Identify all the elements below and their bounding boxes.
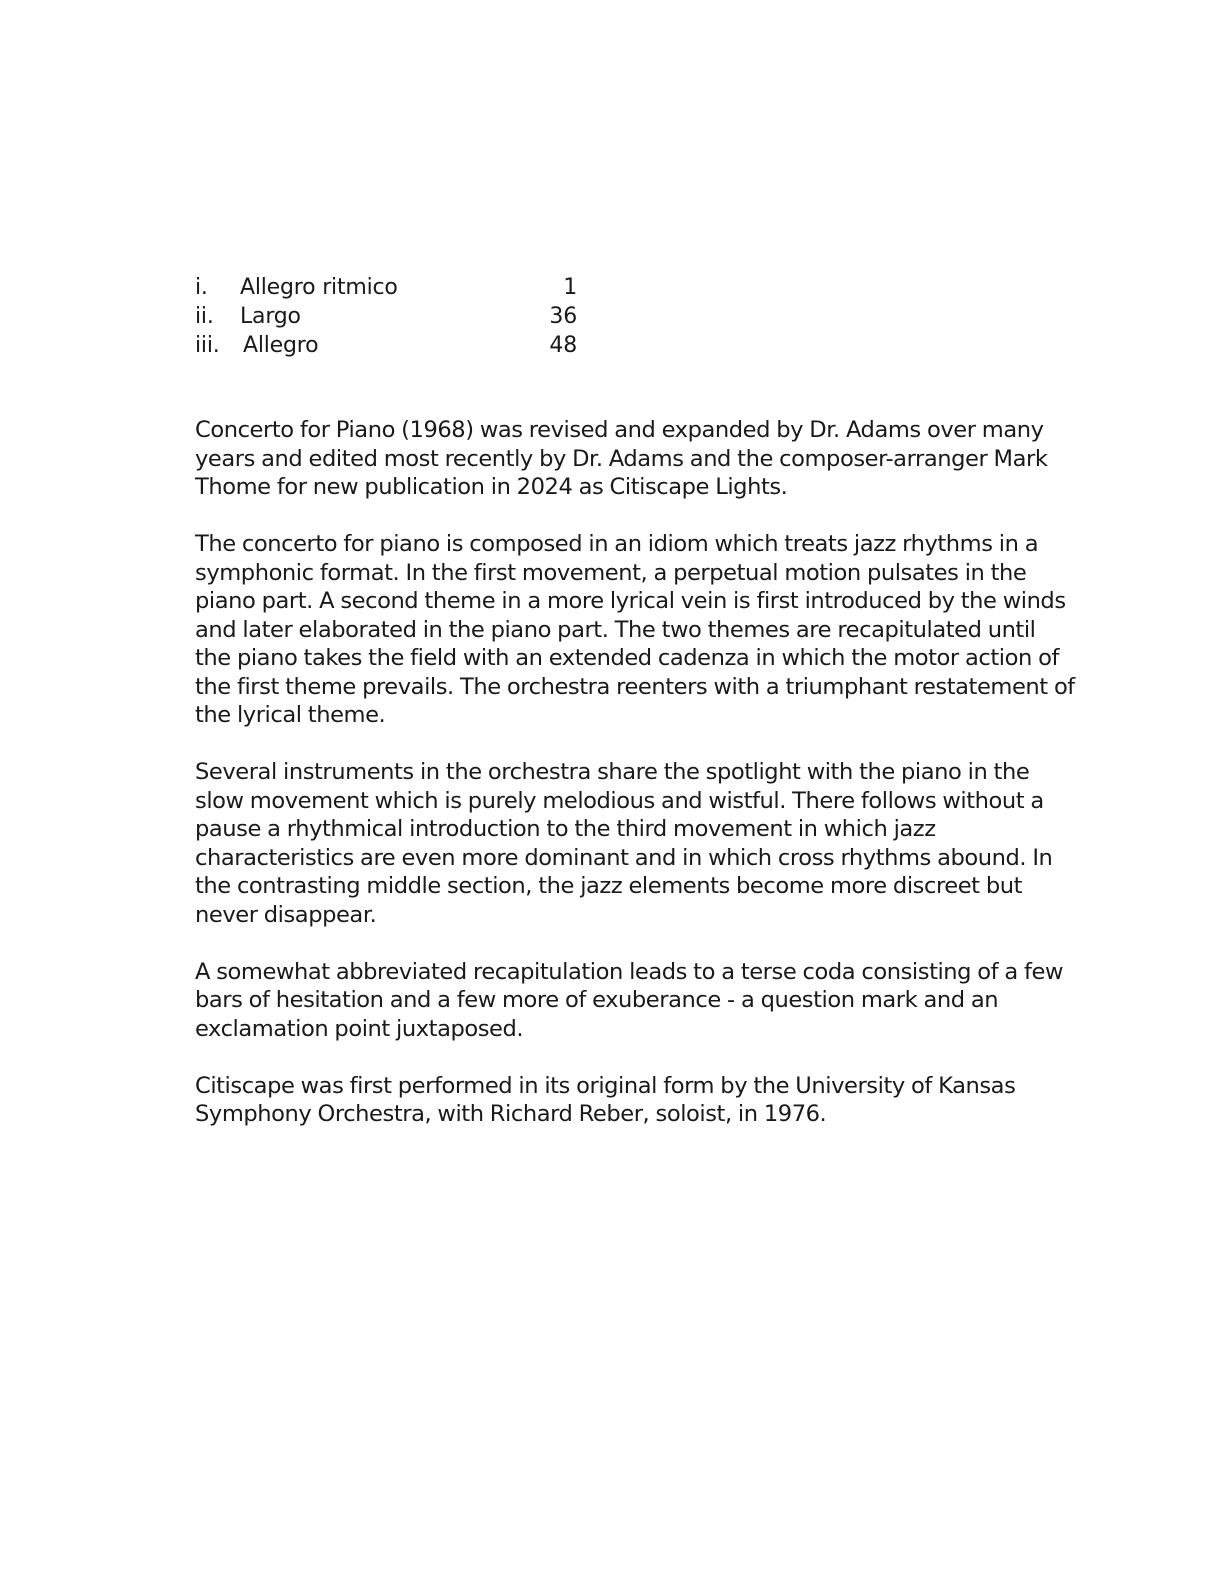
paragraph-revision-history: Concerto for Piano (1968) was revised and expanded by Dr. Adams over many years and edited most recently by Dr. Adams and the composer-arranger Mark Thome for new publication in 2024 as Citiscape Lights. [195, 417, 1048, 500]
paragraph-coda: A somewhat abbreviated recapitulation leads to a terse coda consisting of a few bars of hesitation and a few more of exuberance - a question mark and an exclamation point juxtaposed. [195, 958, 1064, 1042]
program-notes [195, 416, 1075, 1157]
movement-title: Allegro [243, 333, 319, 358]
paragraph-slow-movement: Several instruments in the orchestra share the spotlight with the piano in the slow movement which is purely melodious and wistful. There follows without a pause a rhythmical introduction to the third movement in which jazz characteristics are even more dominant and in which cross rhythms abound. In the contrasting middle section, the jazz elements become more discreet but never disappear. [195, 759, 1053, 928]
movement-number: ii. [195, 304, 214, 329]
movement-row [195, 273, 595, 302]
movement-number: iii. [195, 333, 220, 358]
movement-row [195, 331, 595, 360]
movement-number: i. [195, 275, 208, 300]
movement-page-number: 1 [563, 275, 577, 300]
paragraph-first-movement: The concerto for piano is composed in an idiom which treats jazz rhythms in a symphonic format. In the first movement, a perpetual motion pulsates in the piano part. A second theme in a more lyrical vein is first introduced by the winds and later elaborated in the piano part. The two themes are recapitulated until the piano takes the field with an extended cadenza in which the motor action of the first theme prevails. The orchestra reenters with a triumphant restatement of the lyrical theme. [195, 531, 1075, 728]
movement-title: Largo [240, 304, 301, 329]
movement-page-number: 36 [549, 304, 577, 329]
movement-page-number: 48 [549, 333, 577, 358]
movement-list [195, 273, 595, 360]
paragraph-premiere: Citiscape was first performed in its original form by the University of Kansas Symphony Orchestra, with Richard Reber, soloist, in 1976. [195, 1072, 1016, 1127]
movement-title: Allegro ritmico [240, 275, 398, 300]
movement-row [195, 302, 595, 331]
